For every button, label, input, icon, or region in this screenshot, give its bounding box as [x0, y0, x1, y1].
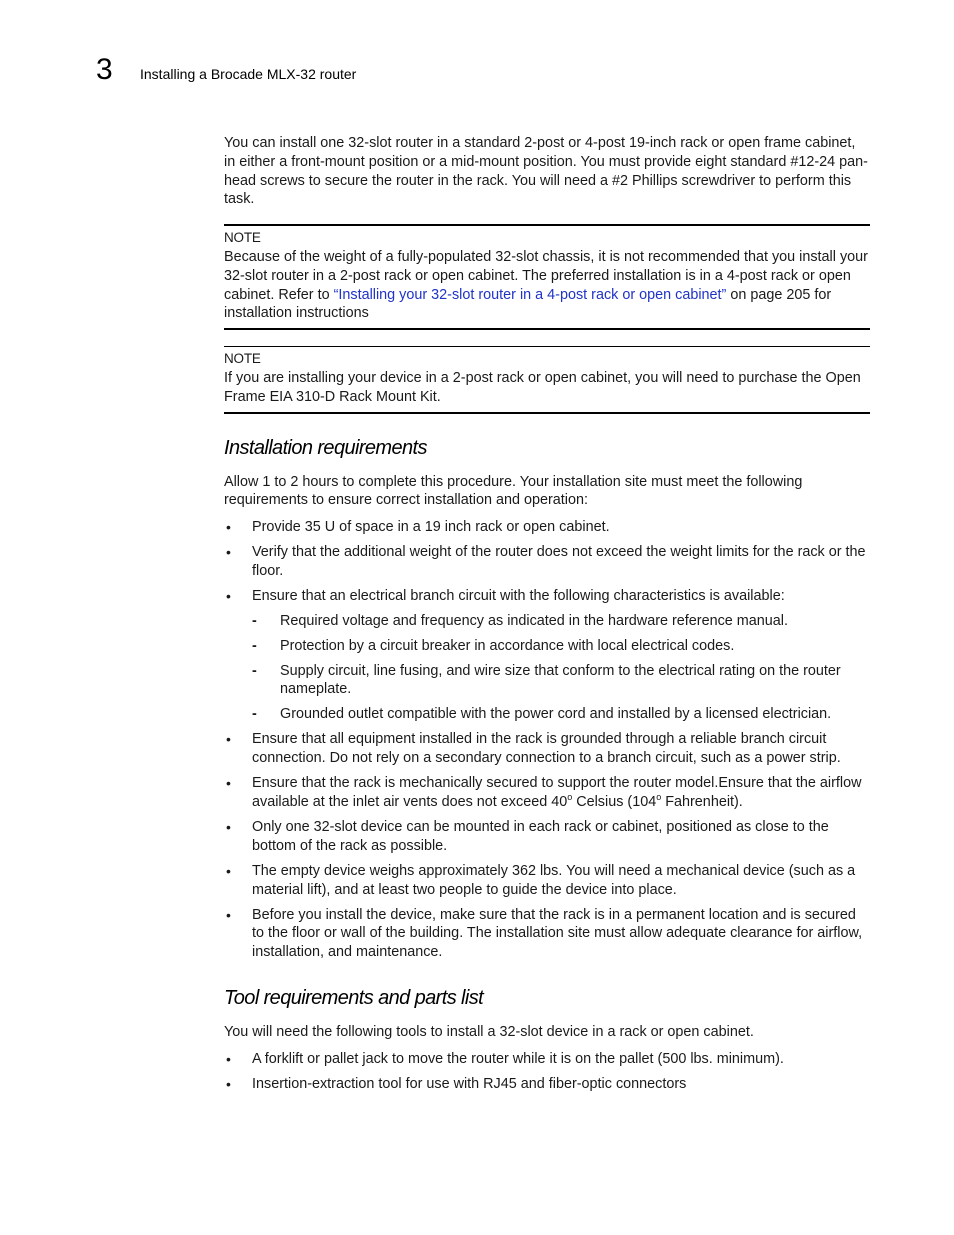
bullet-icon: •	[226, 519, 231, 536]
page-body	[224, 134, 870, 1100]
list-item	[224, 862, 870, 900]
list-item-text: A forklift or pallet jack to move the router while it is on the pallet (500 lbs. minimum).	[252, 1050, 784, 1067]
dash-icon: -	[252, 662, 257, 679]
list-item-text: The empty device weighs approximately 362 lbs. You will need a mechanical device (such as a material lift), and at least two people to guide the device into place.	[252, 862, 856, 898]
note-text: If you are installing your device in a 2-post rack or open cabinet, you will need to purchase the Open Frame EIA 310-D Rack Mount Kit.	[224, 369, 861, 405]
sub-list-item-text: Supply circuit, line fusing, and wire size that conform to the electrical rating on the router nameplate.	[280, 662, 841, 698]
section-heading-installation: Installation requirements	[224, 436, 427, 459]
bullet-icon: •	[226, 587, 231, 604]
sub-list-item	[252, 637, 870, 656]
list-item	[224, 730, 870, 768]
degree-superscript: o	[656, 792, 662, 803]
bullet-icon: •	[226, 1075, 231, 1092]
sub-list-item	[252, 705, 870, 724]
note-box-weight	[224, 224, 870, 330]
list-item-text: Before you install the device, make sure that the rack is in a permanent location and is secured to the floor or wall of the building. The installation site must allow adequate clearance for airflow, installation, and maintenance.	[252, 906, 863, 961]
list-item-text: Only one 32-slot device can be mounted in each rack or cabinet, positioned as close to the bottom of the rack as possible.	[252, 819, 829, 854]
bullet-icon: •	[226, 1050, 231, 1067]
degree-superscript: o	[567, 792, 573, 803]
running-header-title: Installing a Brocade MLX-32 router	[140, 66, 357, 82]
list-item	[224, 818, 870, 856]
circuit-characteristics-list	[252, 612, 870, 725]
note-text-after: on page 205 for installation instructions	[224, 286, 832, 322]
list-item	[224, 906, 870, 962]
dash-icon: -	[252, 706, 257, 723]
note-text-before: Because of the weight of a fully-populated 32-slot chassis, it is not recommended that you install your 32-slot router in a 2-post rack or open cabinet. The preferred installation is in a 4-post rack or open cabinet. Refer to	[224, 248, 868, 303]
list-item	[224, 587, 870, 724]
sub-list-item	[252, 612, 870, 631]
bullet-icon: •	[226, 906, 231, 923]
note-text	[224, 248, 870, 323]
list-item-text: Verify that the additional weight of the router does not exceed the weight limits for the rack or the floor.	[252, 544, 866, 579]
bullet-icon: •	[226, 775, 231, 792]
dash-icon: -	[252, 612, 257, 629]
installation-intro: Allow 1 to 2 hours to complete this procedure. Your installation site must meet the following requirements to ensure correct installation and operation:	[224, 473, 803, 509]
list-item	[224, 1050, 870, 1069]
sub-list-item-text: Protection by a circuit breaker in accordance with local electrical codes.	[280, 637, 735, 654]
sub-list-item-text: Grounded outlet compatible with the power cord and installed by a licensed electrician.	[280, 706, 832, 723]
chapter-number: 3	[96, 53, 113, 86]
cross-reference-link[interactable]: “Installing your 32-slot router in a 4-post rack or open cabinet”	[333, 286, 727, 303]
bullet-icon: •	[226, 544, 231, 561]
note-box-rack-kit	[224, 346, 870, 413]
list-item	[224, 543, 870, 581]
installation-requirements-list	[224, 518, 870, 962]
intro-paragraph: You can install one 32-slot router in a standard 2-post or 4-post 19-inch rack or open frame cabinet, in either a front-mount position or a mid-mount position. You must provide eight standard #12-24 pan-head screws to secure the router in the rack. You will need a #2 Phillips screwdriver to perform this task.	[224, 135, 868, 208]
list-item	[224, 774, 870, 812]
list-item	[224, 1075, 870, 1094]
bullet-icon: •	[226, 862, 231, 879]
list-item-text: Ensure that all equipment installed in the rack is grounded through a reliable branch circuit connection. Do not rely on a secondary connection to a branch circuit, such as a power strip.	[252, 731, 841, 767]
tools-intro: You will need the following tools to install a 32-slot device in a rack or open cabinet.	[224, 1023, 754, 1040]
bullet-icon: •	[226, 731, 231, 748]
list-item-text: Insertion-extraction tool for use with RJ45 and fiber-optic connectors	[252, 1075, 687, 1092]
sub-list-item	[252, 662, 870, 700]
note-label: NOTE	[224, 230, 261, 246]
list-item-text: Ensure that an electrical branch circuit with the following characteristics is available:	[252, 587, 785, 604]
tools-list	[224, 1050, 870, 1094]
note-label: NOTE	[224, 351, 261, 367]
bullet-icon: •	[226, 819, 231, 836]
airflow-fahrenheit-text: Fahrenheit).	[661, 794, 743, 811]
list-item-text: Ensure that the rack is mechanically secured to support the router model.Ensure that the airflow available at the inlet air vents does not exceed 40	[252, 775, 862, 811]
dash-icon: -	[252, 637, 257, 654]
airflow-celsius-text: Celsius (104	[572, 794, 657, 811]
section-heading-tools: Tool requirements and parts list	[224, 986, 484, 1009]
list-item-text: Provide 35 U of space in a 19 inch rack or open cabinet.	[252, 519, 610, 536]
list-item	[224, 518, 870, 537]
sub-list-item-text: Required voltage and frequency as indicated in the hardware reference manual.	[280, 612, 788, 629]
